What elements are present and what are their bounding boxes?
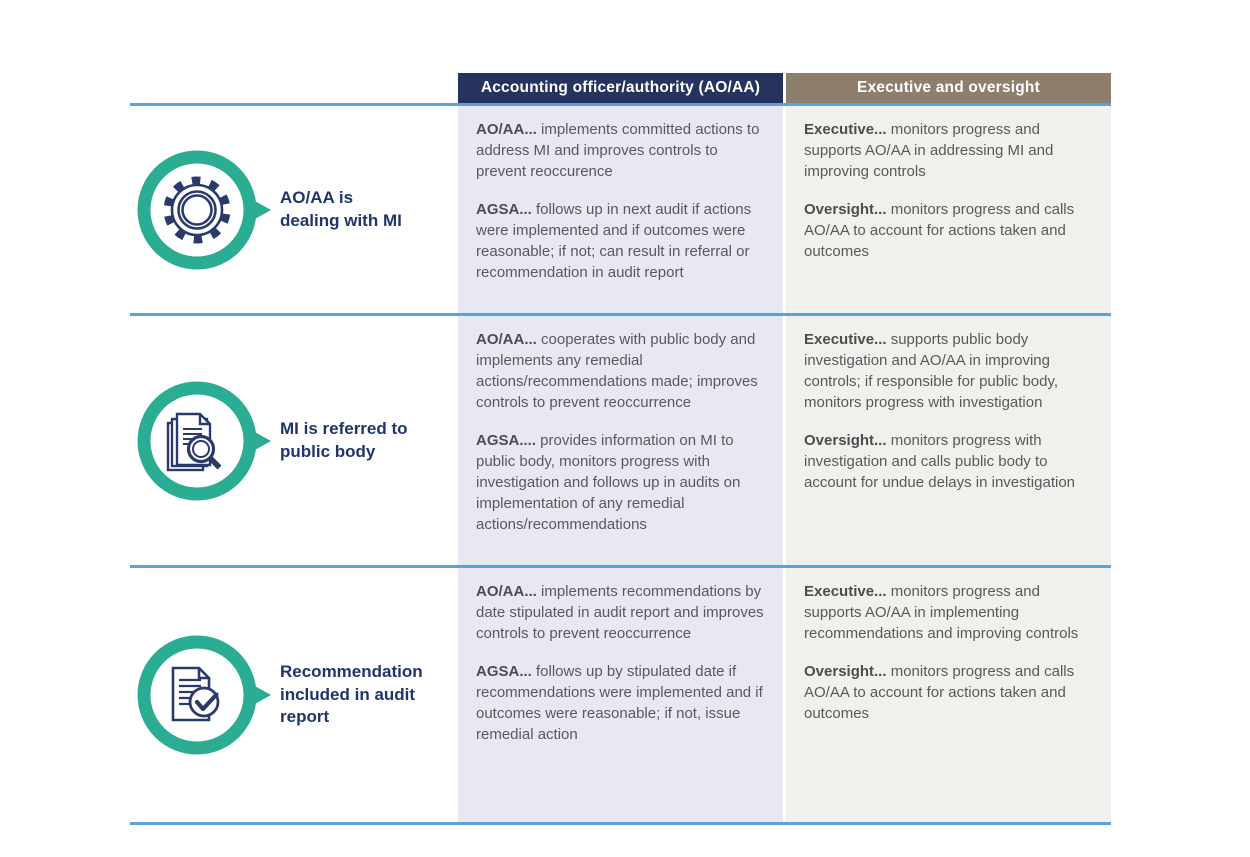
paragraph-lead: Executive... [804,121,887,138]
agsa-paragraph [476,430,766,535]
table-row [130,103,1111,313]
paragraph-text: implements committed actions to address MI and improves controls to prevent reoccurence [476,121,760,180]
paragraph-lead: Oversight... [804,432,887,449]
executive-oversight-cell [786,316,1111,565]
documents-magnifier-icon [135,376,275,506]
executive-paragraph [804,119,1094,182]
paragraph-text: monitors progress and calls AO/AA to account for actions taken and outcomes [804,663,1075,722]
paragraph-text: monitors progress and calls AO/AA to account for actions taken and outcomes [804,201,1075,260]
paragraph-lead: AGSA.... [476,432,537,449]
table-row [130,313,1111,565]
paragraph-text: implements recommendations by date stipulated in audit report and improves controls to prevent reoccurrence [476,583,764,642]
oversight-paragraph [804,430,1094,493]
bottom-divider [130,822,1111,825]
document-check-icon [135,630,275,760]
paragraph-text: provides information on MI to public body, monitors progress with investigation and follows up in audits on implementation of any remedial actions/recommendations [476,432,741,533]
row-label-line: included in audit [280,684,416,704]
header-executive-oversight: Executive and oversight [786,73,1111,103]
paragraph-text: follows up in next audit if actions were implemented and if outcomes were reasonable; if not; can result in referral or recommendation in audit report [476,201,752,281]
row-icon-cell [130,106,280,313]
paragraph-lead: Executive... [804,331,887,348]
oversight-paragraph [804,199,1094,262]
aoaa-paragraph [476,581,766,644]
row-label [280,568,458,822]
paragraph-lead: AO/AA... [476,583,537,600]
row-label-line: MI is referred to [280,419,408,439]
agsa-paragraph [476,199,766,283]
executive-paragraph [804,581,1094,644]
paragraph-lead: AO/AA... [476,331,537,348]
header-spacer [130,73,458,103]
mi-process-table [130,73,1111,825]
row-icon-cell [130,316,280,565]
gear-icon [135,145,275,275]
paragraph-lead: AGSA... [476,201,532,218]
executive-oversight-cell [786,568,1111,822]
row-label-line: report [280,707,330,727]
row-icon-cell [130,568,280,822]
paragraph-lead: AGSA... [476,663,532,680]
row-label-line: public body [280,441,376,461]
aoaa-cell [458,106,783,313]
agsa-paragraph [476,661,766,745]
row-label-line: Recommendation [280,662,423,682]
oversight-paragraph [804,661,1094,724]
paragraph-text: monitors progress and supports AO/AA in addressing MI and improving controls [804,121,1054,180]
paragraph-text: cooperates with public body and implements any remedial actions/recommendations made; improves controls to prevent reoccurrence [476,331,758,411]
row-label [280,316,458,565]
paragraph-lead: Oversight... [804,663,887,680]
paragraph-lead: Executive... [804,583,887,600]
table-row [130,565,1111,822]
row-label-line: dealing with MI [280,210,402,230]
paragraph-lead: Oversight... [804,201,887,218]
aoaa-paragraph [476,329,766,413]
aoaa-cell [458,568,783,822]
executive-paragraph [804,329,1094,413]
paragraph-text: supports public body investigation and AO/AA in improving controls; if responsible for public body, monitors progress with investigation [804,331,1059,411]
paragraph-text: monitors progress with investigation and calls public body to account for undue delays in investigation [804,432,1076,491]
paragraph-lead: AO/AA... [476,121,537,138]
executive-oversight-cell [786,106,1111,313]
row-label-line: AO/AA is [280,188,354,208]
aoaa-cell [458,316,783,565]
paragraph-text: monitors progress and supports AO/AA in implementing recommendations and improving controls [804,583,1079,642]
paragraph-text: follows up by stipulated date if recommendations were implemented and if outcomes were reasonable; if not, issue remedial action [476,663,763,743]
table-header-row [130,73,1111,103]
aoaa-paragraph [476,119,766,182]
row-label [280,106,458,313]
header-aoaa: Accounting officer/authority (AO/AA) [458,73,783,103]
